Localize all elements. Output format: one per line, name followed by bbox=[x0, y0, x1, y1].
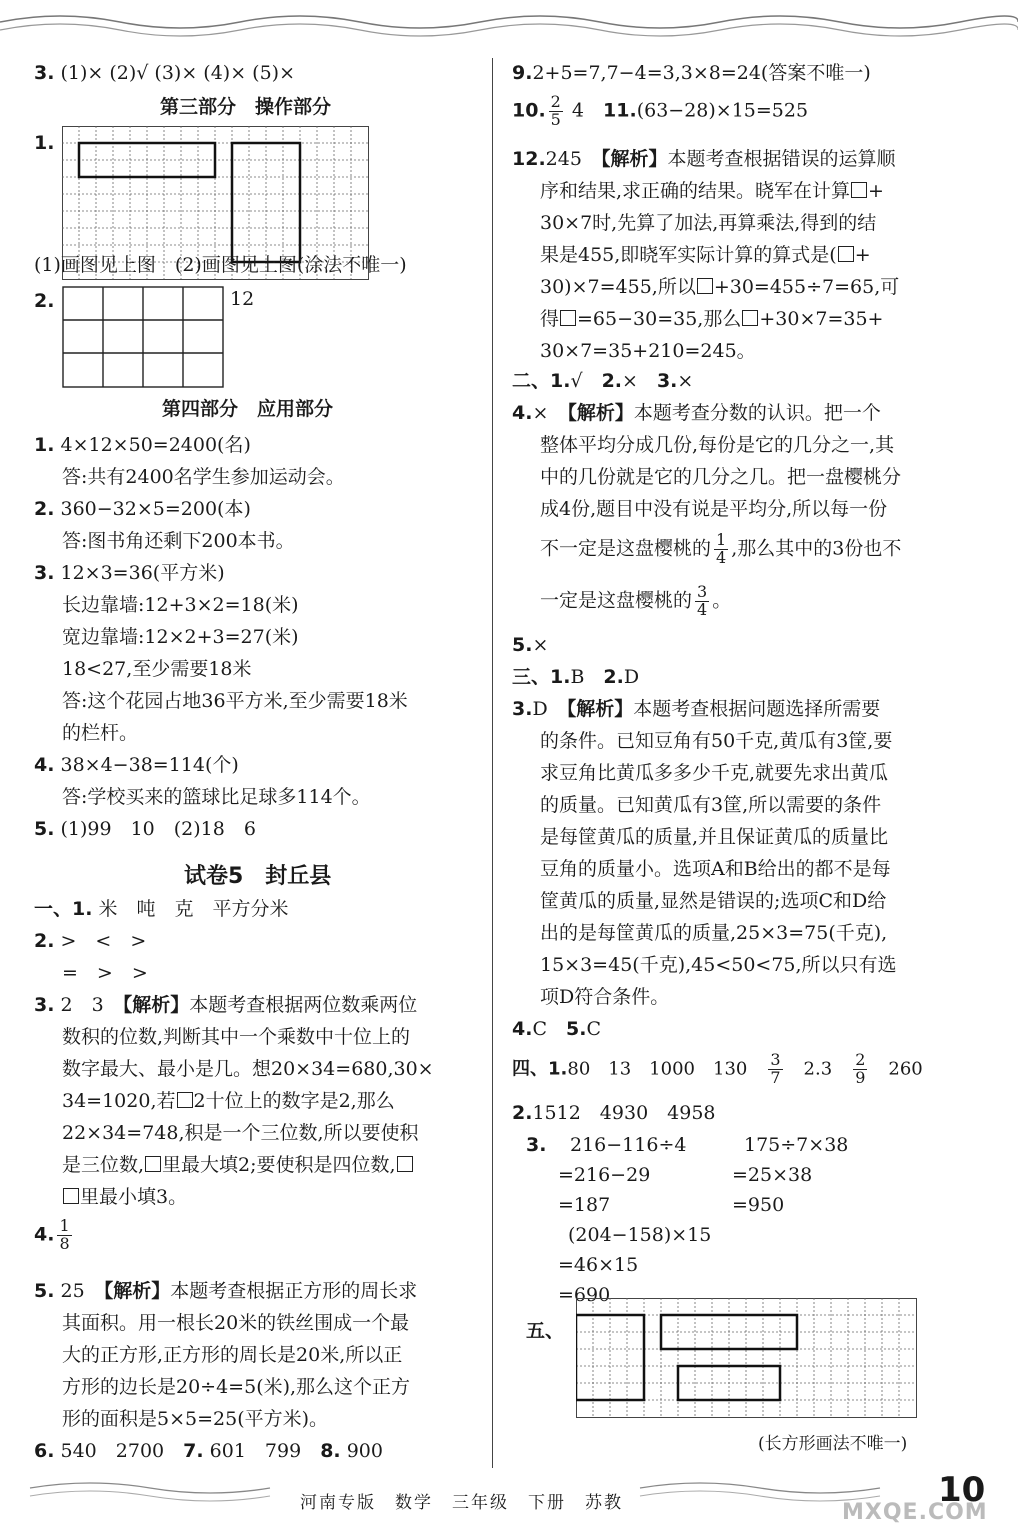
fraction: $\frac{2}{5}$ bbox=[550, 92, 561, 129]
p5-s1-q5-number: 5. bbox=[34, 1280, 55, 1302]
calc-c-line2: =46×15 bbox=[558, 1254, 639, 1276]
s2-q4-line3: 中的几份就是它的几分之几。把一盘樱桃分 bbox=[540, 466, 902, 488]
blank-box-icon bbox=[397, 1156, 413, 1172]
s3-q5-number: 5. bbox=[566, 1018, 587, 1040]
q9-answer: 2+5=7,7−4=3,3×8=24(答案不唯一) bbox=[532, 62, 871, 84]
s2-q3-number: 3. bbox=[656, 370, 678, 392]
calc-b-line2: =25×38 bbox=[732, 1164, 813, 1186]
blank-box-icon bbox=[742, 310, 758, 326]
s3-q1-answer: B bbox=[570, 666, 604, 688]
p5-s1-q3-answer: 2 3 bbox=[60, 994, 123, 1016]
p5-s1-q6-number: 6. bbox=[34, 1440, 55, 1462]
q10-number: 10. bbox=[512, 99, 546, 122]
blank-box-icon bbox=[697, 278, 713, 294]
p5-s1-q5-answer: 25 bbox=[60, 1280, 104, 1302]
q12-line1: 本题考查根据错误的运算顺 bbox=[667, 148, 896, 170]
q12-line4a: 果是455,即晓军实际计算的算式是( bbox=[540, 244, 837, 266]
s3-q3-line5: 是每筐黄瓜的质量,并且保证黄瓜的质量比 bbox=[540, 826, 889, 848]
p5-s1-q7-answer: 601 799 bbox=[209, 1440, 302, 1462]
q9-number: 9. bbox=[512, 62, 533, 84]
grid-s5 bbox=[576, 1298, 924, 1426]
s4-q1-number: 四、1. bbox=[512, 1058, 568, 1080]
s2-q1-number: 二、1. bbox=[512, 370, 571, 392]
s3-q1-number: 三、1. bbox=[512, 666, 571, 688]
s4-q2-answer: 1512 4930 4958 bbox=[532, 1102, 716, 1124]
p5-s1-q3-line7: 里最小填3。 bbox=[80, 1186, 188, 1208]
q1-caption: (1)画图见上图 (2)画图见上图(涂法不唯一) bbox=[34, 254, 407, 276]
calc-b-line3: =950 bbox=[732, 1194, 785, 1216]
app-q2-number: 2. bbox=[34, 498, 55, 520]
section-title-3: 第三部分 操作部分 bbox=[160, 96, 332, 118]
answer-3: 3. (1)× (2)√ (3)× (4)× (5)× bbox=[34, 62, 296, 84]
s4-q3-number: 3. bbox=[526, 1134, 547, 1156]
p5-s1-q5-line5: 形的面积是5×5=25(平方米)。 bbox=[62, 1408, 329, 1430]
p5-s1-q3-line4b: 2十位上的数字是2,那么 bbox=[193, 1090, 395, 1112]
fraction: $\frac{1}{4}$ bbox=[716, 530, 727, 567]
s3-q3-line3: 求豆角比黄瓜多多少千克,就要先求出黄瓜 bbox=[540, 762, 889, 784]
analysis-tag: 【解析】 bbox=[567, 402, 634, 424]
s4-q1-answers-b: 2.3 bbox=[803, 1058, 833, 1080]
analysis-tag: 【解析】 bbox=[122, 994, 190, 1016]
p5-s1-q8-answer: 900 bbox=[346, 1440, 383, 1462]
analysis-tag: 【解析】 bbox=[103, 1280, 171, 1302]
s2-q5-number: 5. bbox=[512, 634, 533, 656]
p5-s1-q3-number: 3. bbox=[34, 994, 55, 1016]
analysis-tag: 【解析】 bbox=[600, 148, 668, 170]
p5-s1-q4-number: 4. bbox=[34, 1223, 55, 1246]
paper-title: 试卷5 封丘县 bbox=[184, 864, 332, 889]
blank-box-icon bbox=[851, 182, 867, 198]
fraction: $\frac{3}{4}$ bbox=[697, 582, 708, 619]
app-q3-line6: 的栏杆。 bbox=[62, 722, 139, 744]
app-q5-line1: (1)99 10 (2)18 6 bbox=[60, 818, 256, 840]
s2-q2-answer: × bbox=[622, 370, 657, 392]
calc-c-line1: (204−158)×15 bbox=[568, 1224, 712, 1246]
q12-answer: 245 bbox=[545, 148, 601, 170]
app-q3-line5: 答:这个花园占地36平方米,至少需要18米 bbox=[62, 690, 408, 712]
s4-q1-answers-c: 260 bbox=[888, 1058, 923, 1080]
s2-q4-line2: 整体平均分成几份,每份是它的几分之一,其 bbox=[540, 434, 895, 456]
q2-number: 2. bbox=[34, 290, 55, 312]
s2-q1-answer: √ bbox=[570, 370, 602, 392]
p5-s1-q6-answer: 540 2700 bbox=[60, 1440, 165, 1462]
p5-s1-q3-line5: 22×34=748,积是一个三位数,所以要使积 bbox=[62, 1122, 419, 1144]
s2-q4-line5b: ,那么其中的3份也不 bbox=[731, 537, 902, 560]
p5-s1-q5-line1: 本题考查根据正方形的周长求 bbox=[170, 1280, 418, 1302]
p5-s1-q5-line3: 大的正方形,正方形的周长是20米,所以正 bbox=[62, 1344, 403, 1366]
p5-s1-q3-line4a: 34=1020,若 bbox=[62, 1090, 176, 1112]
q12-line4b: + bbox=[854, 244, 871, 266]
q1-number: 1. bbox=[34, 132, 55, 154]
analysis-tag: 【解析】 bbox=[566, 698, 634, 720]
s2-q5-answer: × bbox=[532, 634, 549, 656]
calc-c-line3: =690 bbox=[558, 1284, 611, 1306]
s2-q4-answer: × bbox=[532, 402, 568, 424]
s3-q3-number: 3. bbox=[512, 698, 533, 720]
q2-answer: 12 bbox=[230, 288, 255, 310]
app-q4-line2: 答:学校买来的篮球比足球多114个。 bbox=[62, 786, 371, 808]
p5-s1-q5-line2: 其面积。用一根长20米的铁丝围成一个最 bbox=[62, 1312, 410, 1334]
q12-line2b: + bbox=[868, 180, 884, 202]
s3-q3-line6: 豆角的质量小。选项A和B给出的都不是每 bbox=[540, 858, 891, 880]
fraction: $\frac{3}{7}$ bbox=[770, 1050, 781, 1087]
p5-s1-q2-number: 2. bbox=[34, 930, 55, 952]
p5-s1-q3-line1: 本题考查根据两位数乘两位 bbox=[189, 994, 418, 1016]
app-q3-line2: 长边靠墙:12+3×2=18(米) bbox=[62, 594, 299, 616]
s3-q3-line7: 筐黄瓜的质量,显然是错误的;选项C和D给 bbox=[540, 890, 887, 912]
s2-q4-line6a: 一定是这盘樱桃的 bbox=[540, 589, 693, 612]
s4-q1-answers-a: 80 13 1000 130 bbox=[567, 1058, 748, 1080]
app-q3-line1: 12×3=36(平方米) bbox=[60, 562, 225, 584]
s3-q3-answer: D bbox=[532, 698, 567, 720]
q12-line5a: 30)×7=455,所以 bbox=[540, 276, 696, 298]
calc-a-line3: =187 bbox=[558, 1194, 611, 1216]
calc-a-line1: 216−116÷4 bbox=[570, 1134, 687, 1156]
s5-note: (长方形画法不唯一) bbox=[758, 1434, 908, 1454]
p5-s1-q1-number: 一、1. bbox=[34, 898, 93, 920]
q10-answer: 4 bbox=[571, 99, 584, 122]
p5-s1-q8-number: 8. bbox=[320, 1440, 341, 1462]
p5-s1-q7-number: 7. bbox=[183, 1440, 204, 1462]
column-divider bbox=[492, 58, 493, 1468]
p5-s1-q1-answer: 米 吨 克 平方分米 bbox=[98, 898, 289, 920]
s4-q2-number: 2. bbox=[512, 1102, 533, 1124]
p5-s1-q2-row1: > < > bbox=[60, 930, 147, 952]
s2-q4-line4: 成4份,题目中没有说是平均分,所以每一份 bbox=[540, 498, 888, 520]
p5-s1-q5-line4: 方形的边长是20÷4=5(米),那么这个正方 bbox=[62, 1376, 411, 1398]
grid-q2 bbox=[62, 286, 226, 390]
s3-q3-line9: 15×3=45(千克),45<50<75,所以只有选 bbox=[540, 954, 897, 976]
page-number: 10 bbox=[938, 1470, 986, 1510]
s3-q3-line10: 项D符合条件。 bbox=[540, 986, 670, 1008]
watermark: MXQE.COM bbox=[842, 1500, 988, 1525]
app-q2-line1: 360−32×5=200(本) bbox=[60, 498, 251, 520]
blank-box-icon bbox=[63, 1188, 79, 1204]
s2-q2-number: 2. bbox=[601, 370, 623, 392]
q11-number: 11. bbox=[603, 99, 637, 122]
app-q1-line2: 答:共有2400名学生参加运动会。 bbox=[62, 466, 345, 488]
s2-q4-line6b: 。 bbox=[712, 589, 732, 612]
app-q4-number: 4. bbox=[34, 754, 55, 776]
app-q3-line4: 18<27,至少需要18米 bbox=[62, 658, 252, 680]
app-q3-line3: 宽边靠墙:12×2+3=27(米) bbox=[62, 626, 299, 648]
s3-q4-answer: C bbox=[532, 1018, 566, 1040]
app-q5-number: 5. bbox=[34, 818, 55, 840]
s2-q4-line5a: 不一定是这盘樱桃的 bbox=[540, 537, 712, 560]
s3-q4-number: 4. bbox=[512, 1018, 533, 1040]
section-title-4: 第四部分 应用部分 bbox=[162, 398, 334, 420]
p5-s1-q3-line2: 数积的位数,判断其中一个乘数中十位上的 bbox=[62, 1026, 411, 1048]
fraction: $\frac{2}{9}$ bbox=[855, 1050, 866, 1087]
blank-box-icon bbox=[145, 1156, 161, 1172]
s3-q3-line1: 本题考查根据问题选择所需要 bbox=[633, 698, 881, 720]
app-q2-line2: 答:图书角还剩下200本书。 bbox=[62, 530, 295, 552]
q12-number: 12. bbox=[512, 148, 546, 170]
q12-line7: 30×7=35+210=245。 bbox=[540, 340, 756, 362]
top-decoration bbox=[0, 0, 1018, 48]
q12-line3: 30×7时,先算了加法,再算乘法,得到的结 bbox=[540, 212, 877, 234]
s5-number: 五、 bbox=[526, 1320, 565, 1342]
p5-s1-q3-line6a: 是三位数, bbox=[62, 1154, 145, 1176]
blank-box-icon bbox=[560, 310, 576, 326]
s2-q4-number: 4. bbox=[512, 402, 533, 424]
s3-q3-line4: 的质量。已知黄瓜有3筐,所以需要的条件 bbox=[540, 794, 882, 816]
q11-answer: (63−28)×15=525 bbox=[636, 99, 809, 122]
s3-q2-number: 2. bbox=[603, 666, 624, 688]
s3-q3-line2: 的条件。已知豆角有50千克,黄瓜有3筐,要 bbox=[540, 730, 893, 752]
p5-s1-q2-row2: = > > bbox=[62, 962, 148, 984]
app-q1-number: 1. bbox=[34, 434, 55, 456]
app-q1-line1: 4×12×50=2400(名) bbox=[60, 434, 251, 456]
s3-q2-answer: D bbox=[623, 666, 640, 688]
q12-line5b: +30=455÷7=65,可 bbox=[713, 276, 900, 298]
q12-line2a: 序和结果,求正确的结果。晓军在计算 bbox=[540, 180, 851, 202]
s2-q4-line1: 本题考查分数的认识。把一个 bbox=[633, 402, 881, 424]
app-q4-line1: 38×4−38=114(个) bbox=[60, 754, 239, 776]
calc-b-line1: 175÷7×38 bbox=[744, 1134, 849, 1156]
s2-q3-answer: × bbox=[677, 370, 694, 392]
s3-q3-line8: 出的是每筐黄瓜的质量,25×3=75(千克), bbox=[540, 922, 888, 944]
q12-line6a: 得 bbox=[540, 308, 560, 330]
fraction: $\frac{1}{8}$ bbox=[59, 1216, 70, 1253]
q12-line6b: =65−30=35,那么 bbox=[577, 308, 742, 330]
q12-line6c: +30×7=35+ bbox=[759, 308, 884, 330]
p5-s1-q3-line6b: 里最大填2;要使积是四位数, bbox=[162, 1154, 396, 1176]
app-q3-number: 3. bbox=[34, 562, 55, 584]
calc-a-line2: =216−29 bbox=[558, 1164, 651, 1186]
blank-box-icon bbox=[177, 1092, 193, 1108]
footer-text: 河南专版 数学 三年级 下册 苏教 bbox=[300, 1493, 623, 1513]
p5-s1-q3-line3: 数字最大、最小是几。想20×34=680,30× bbox=[62, 1058, 434, 1080]
blank-box-icon bbox=[838, 246, 854, 262]
s3-q5-answer: C bbox=[586, 1018, 601, 1040]
